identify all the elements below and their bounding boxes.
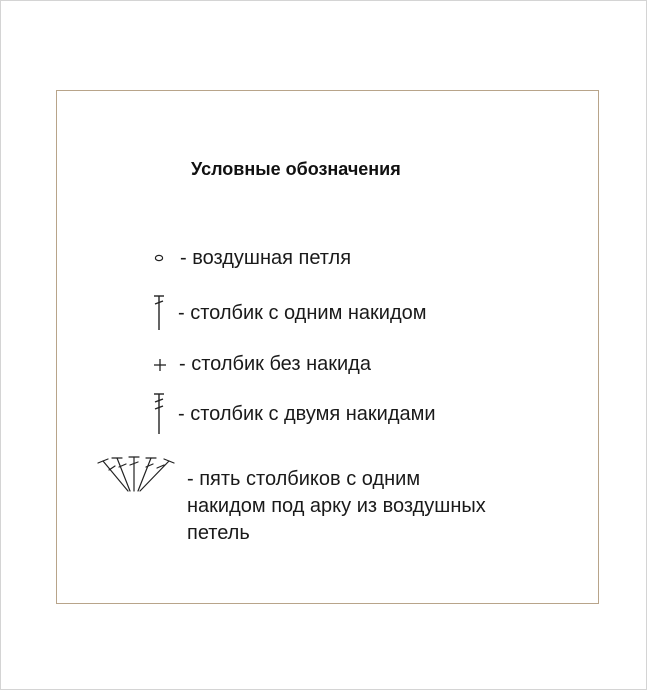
legend-item-chain-stitch-label: - воздушная петля [180, 247, 352, 269]
legend-item-shell-label-line-1: - пять столбиков с одним [187, 468, 421, 490]
legend-item-shell-label-line-2: накидом под арку из воздушных [187, 495, 486, 517]
legend-item-double-crochet-label: - столбик с одним накидом [178, 302, 427, 324]
shell-five-dc-icon [95, 455, 177, 495]
treble-crochet-icon [151, 392, 167, 436]
legend-item-shell-label-line-3: петель [187, 522, 250, 544]
single-crochet-icon [152, 357, 168, 373]
chain-stitch-icon [153, 253, 165, 263]
double-crochet-icon [151, 294, 167, 332]
legend-item-single-crochet-label: - столбик без накида [179, 353, 371, 375]
legend-title: Условные обозначения [191, 159, 401, 179]
legend-item-treble-crochet-label: - столбик с двумя накидами [178, 403, 436, 425]
